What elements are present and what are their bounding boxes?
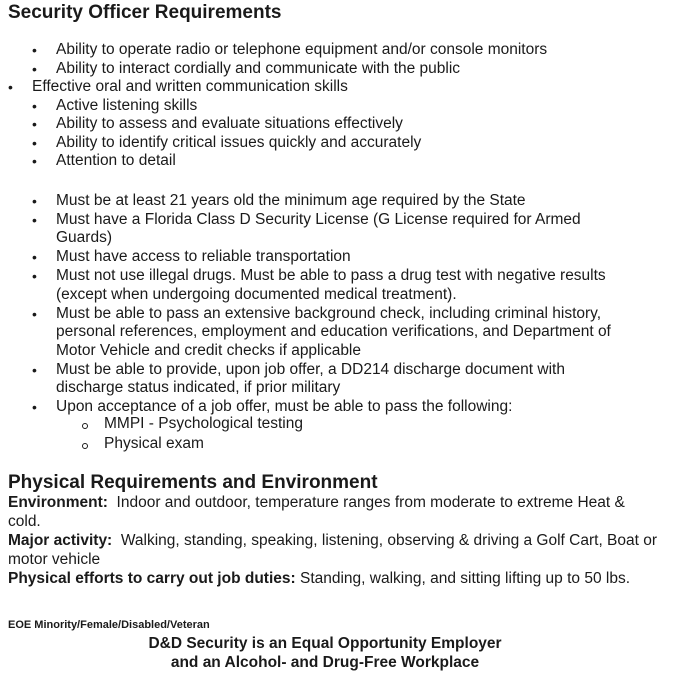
bullet-icon: •	[32, 153, 37, 169]
bullet-icon: •	[32, 116, 37, 132]
bullet-icon: •	[32, 134, 37, 151]
environment-text: Indoor and outdoor, temperature ranges from moderate to extreme Heat & cold.	[8, 494, 625, 530]
requirement-item: Must be able to pass an extensive background check, including criminal history,	[56, 304, 602, 322]
major-activity-paragraph	[8, 532, 658, 569]
footer-line-2: and an Alcohol- and Drug-Free Workplace	[170, 654, 480, 671]
environment-label: Environment:	[8, 494, 108, 511]
physical-efforts-label: Physical efforts to carry out job duties:	[8, 570, 296, 587]
eoe-statement: EOE Minority/Female/Disabled/Veteran	[8, 619, 210, 631]
major-activity-text: Walking, standing, speaking, listening, observing & driving a Golf Cart, Boat or motor vehicle	[8, 532, 658, 568]
bullet-icon: •	[32, 398, 37, 415]
circle-bullet-icon	[82, 443, 88, 449]
bullet-icon: •	[32, 211, 37, 228]
requirement-item: personal references, employment and education verifications, and Department of	[56, 323, 611, 341]
bullet-icon: •	[32, 361, 37, 378]
footer-line-1: D&D Security is an Equal Opportunity Employer	[148, 635, 502, 652]
bullet-icon: •	[32, 42, 37, 58]
requirement-item: Upon acceptance of a job offer, must be able to pass the following:	[56, 397, 513, 415]
bullet-icon: •	[8, 79, 13, 95]
requirement-item: Guards)	[56, 229, 112, 247]
skill-item: Effective oral and written communication skills	[32, 78, 348, 95]
requirement-item: (except when undergoing documented medical treatment).	[56, 285, 457, 303]
sub-requirement-item: Physical exam	[104, 434, 204, 452]
requirement-item: Must have a Florida Class D Security License (G License required for Armed	[56, 210, 581, 228]
skill-item: Active listening skills	[56, 96, 198, 114]
bullet-icon: •	[32, 97, 37, 114]
requirement-item: Must not use illegal drugs. Must be able to pass a drug test with negative results	[56, 267, 606, 285]
bullet-icon: •	[32, 268, 37, 285]
requirement-item: Must be able to provide, upon job offer, a DD214 discharge document with	[56, 360, 565, 378]
skill-item: Ability to interact cordially and communicate with the public	[56, 59, 461, 77]
physical-efforts-text: Standing, walking, and sitting lifting up to 50 lbs.	[299, 570, 630, 587]
circle-bullet-icon	[82, 423, 88, 429]
physical-requirements-heading: Physical Requirements and Environment	[8, 472, 378, 493]
requirement-item: discharge status indicated, if prior military	[56, 379, 341, 396]
bullet-icon: •	[32, 249, 37, 266]
requirement-item: Must have access to reliable transportation	[56, 248, 351, 266]
page-title: Security Officer Requirements	[8, 2, 282, 23]
environment-paragraph	[8, 494, 658, 531]
bullet-icon: •	[32, 60, 37, 77]
major-activity-label: Major activity:	[8, 532, 113, 549]
skill-item: Ability to identify critical issues quickly and accurately	[56, 133, 422, 151]
skill-item: Attention to detail	[56, 152, 176, 169]
skill-item: Ability to assess and evaluate situations effectively	[56, 115, 403, 132]
requirement-item: Must be at least 21 years old the minimum age required by the State	[56, 192, 526, 209]
bullet-icon: •	[32, 193, 37, 209]
skill-item: Ability to operate radio or telephone equipment and/or console monitors	[56, 41, 548, 58]
requirement-item: Motor Vehicle and credit checks if applicable	[56, 341, 361, 359]
sub-requirement-item: MMPI - Psychological testing	[104, 415, 303, 432]
physical-efforts-paragraph	[8, 570, 658, 589]
bullet-icon: •	[32, 305, 37, 322]
